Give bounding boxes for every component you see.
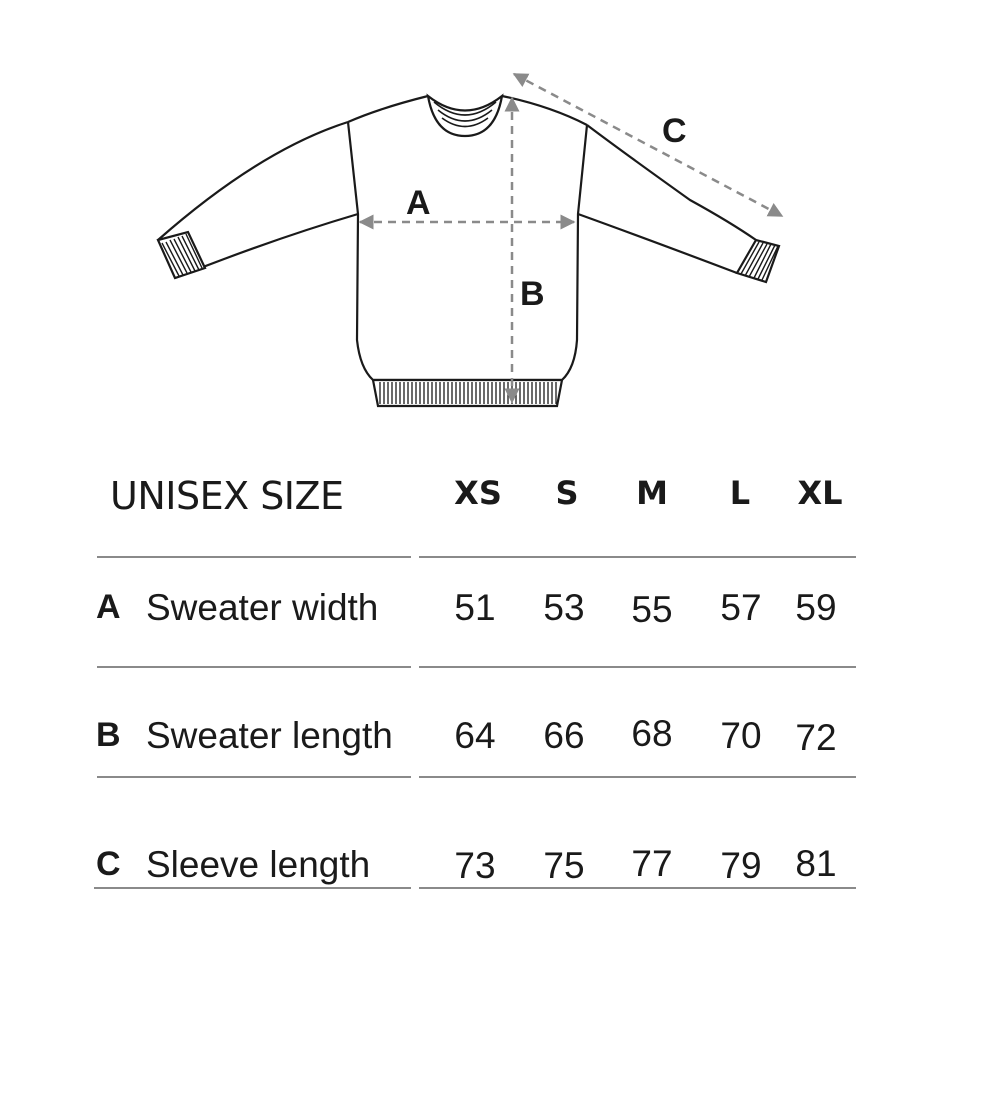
cuff-right <box>737 240 779 282</box>
cell-sleeve-s: 75 <box>543 845 585 886</box>
sweater-shoulder-left <box>348 96 428 122</box>
cell-length-s: 66 <box>543 715 585 756</box>
cell-width-s: 53 <box>543 587 585 628</box>
size-header-l: L <box>729 474 751 512</box>
size-header-xs: XS <box>454 474 502 512</box>
divider <box>419 776 856 778</box>
row-label-width: Sweater width <box>146 587 379 628</box>
row-label-sleeve: Sleeve length <box>146 844 371 885</box>
divider <box>419 666 856 668</box>
cell-length-m: 68 <box>631 713 673 754</box>
cell-length-xs: 64 <box>454 715 496 756</box>
size-header-s: S <box>555 474 579 512</box>
cell-width-l: 57 <box>720 587 762 628</box>
label-a: A <box>406 184 431 222</box>
divider <box>419 887 856 889</box>
divider <box>97 776 411 778</box>
row-letter-c: C <box>96 845 121 883</box>
sweater-shoulder-right <box>502 96 587 125</box>
cell-sleeve-m: 77 <box>631 843 673 884</box>
row-label-length: Sweater length <box>146 715 393 756</box>
size-header-m: M <box>636 474 668 512</box>
label-c: C <box>662 112 687 150</box>
label-b: B <box>520 275 545 313</box>
sleeve-arrow <box>514 74 782 216</box>
divider <box>97 666 411 668</box>
cell-width-xl: 59 <box>795 587 837 628</box>
cell-length-l: 70 <box>720 715 762 756</box>
row-letter-a: A <box>96 588 121 626</box>
cell-length-xl: 72 <box>795 717 837 758</box>
divider <box>94 887 411 889</box>
cell-width-m: 55 <box>631 589 673 630</box>
cell-sleeve-xl: 81 <box>795 843 837 884</box>
table-title: UNISEX SIZE <box>110 474 344 518</box>
cell-sleeve-l: 79 <box>720 845 762 886</box>
collar-rib <box>428 96 502 136</box>
sweater-body <box>348 122 587 380</box>
size-header-xl: XL <box>797 474 843 512</box>
cuff-left <box>158 232 205 278</box>
divider <box>97 556 411 558</box>
row-letter-b: B <box>96 716 121 754</box>
cell-width-xs: 51 <box>454 587 496 628</box>
cell-sleeve-xs: 73 <box>454 845 496 886</box>
hem-rib <box>373 380 562 406</box>
sweater-diagram <box>0 0 1000 430</box>
divider <box>419 556 856 558</box>
